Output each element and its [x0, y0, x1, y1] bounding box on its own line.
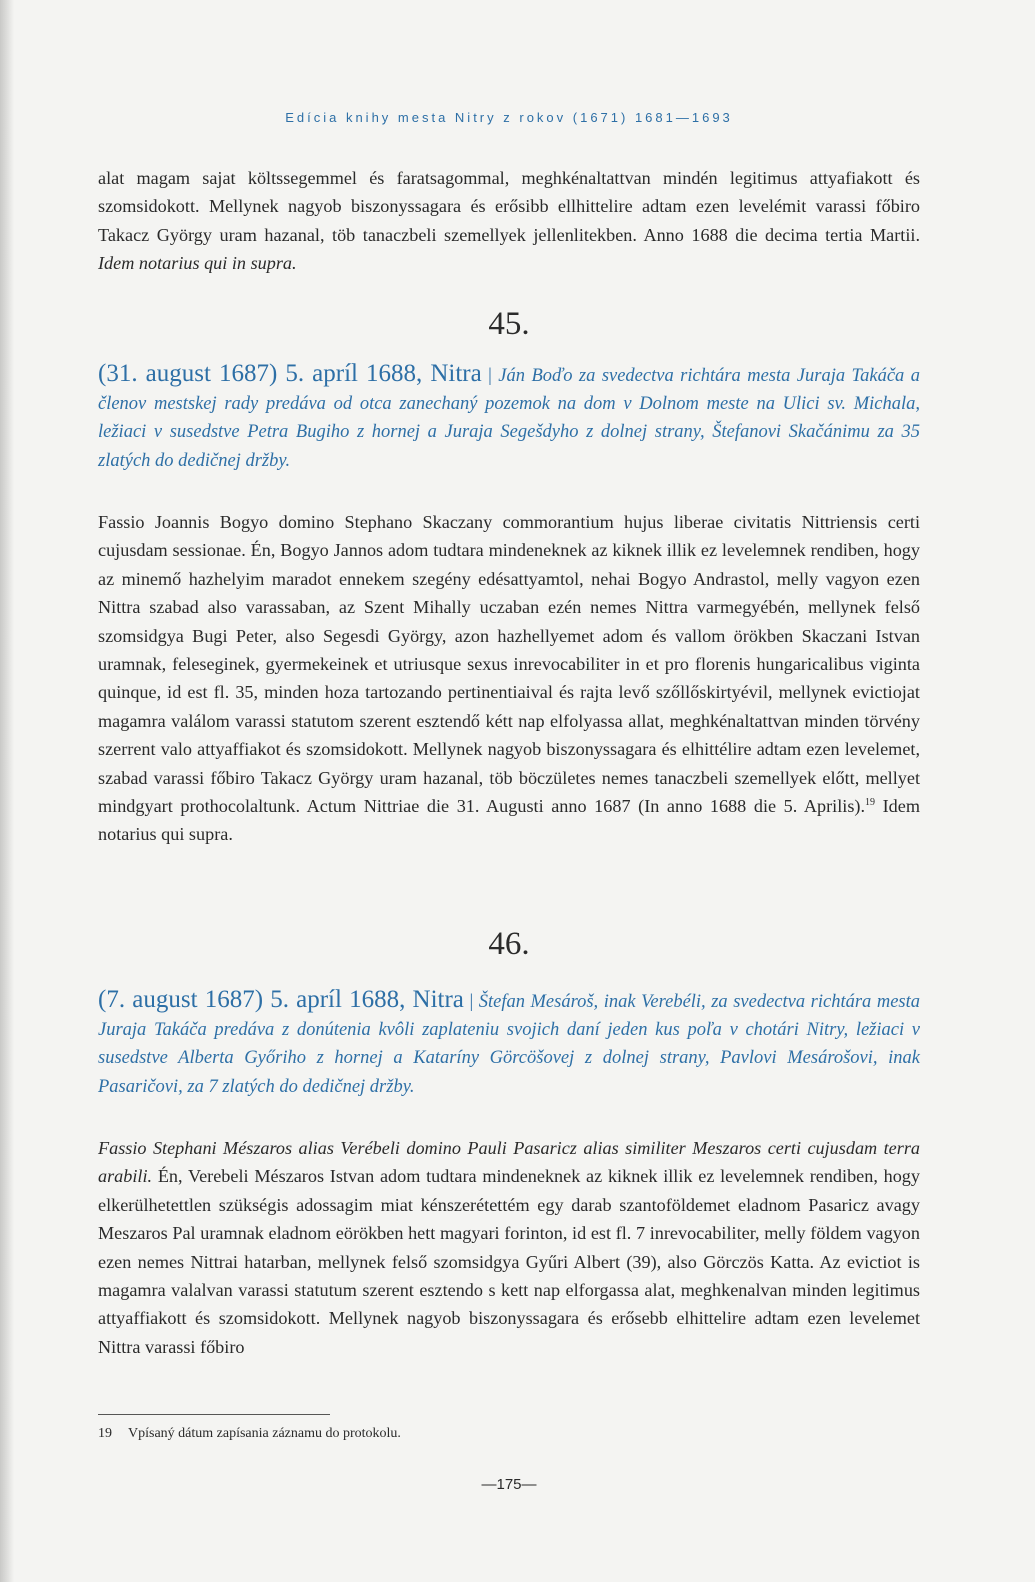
document-45-body-block: [98, 508, 920, 849]
regest-46-date: (7. august 1687) 5. apríl 1688, Nitra: [98, 986, 464, 1013]
page-number: —175—: [481, 1476, 537, 1493]
document-46-italic-heading: Fassio Stephani Mészaros alias Verébeli domino Pauli Pasaricz alias similiter Meszaros certi cujusdam terra arabili.: [98, 1138, 920, 1187]
footnote-number: 19: [98, 1426, 112, 1441]
document-number-46: 46.: [488, 926, 530, 962]
intro-text: alat magam sajat költssegemmel és faratsagommal, meghkénaltattvan mindén legitimus attyafiakott és szomsidokott. Mellynek nagyob biszonyssagara és erősibb ellhittelire adtam ezen levelémit varassi főbiro Takacz György uram hazanal, töb tanaczbeli szemellyek jellenlitekben. Anno 1688 die decima tertia Martii.: [98, 168, 920, 245]
regest-45: [98, 360, 920, 475]
regest-45-separator: |: [488, 366, 492, 386]
running-header: Edícia knihy mesta Nitry z rokov (1671) 1681—1693: [285, 110, 733, 125]
footnote-19: [98, 1426, 401, 1442]
regest-45-text: Ján Boďo za svedectva richtára mesta Juraja Takáča a členov mestskej rady predáva od otca zanechaný pozemok na dom v Dolnom meste na Ulici sv. Michala, ležiaci v susedstve Petra Bugiho z hornej a Juraja Segešdyho z dolnej strany, Štefanovi Skačánimu za 35 zlatých do dedičnej držby.: [98, 366, 920, 471]
footnote-ref-19[interactable]: 19: [865, 797, 876, 809]
regest-45-date: (31. august 1687) 5. apríl 1688, Nitra: [98, 360, 482, 387]
document-number-45: 45.: [488, 306, 530, 342]
regest-45-block: [98, 360, 920, 475]
book-spine-shadow: [0, 0, 14, 1582]
regest-46-text: Štefan Mesároš, inak Verebéli, za svedectva richtára mesta Juraja Takáča predáva z donútenia kvôli zaplateniu svojich daní jeden kus poľa v chotári Nitry, ležiaci v susedstve Alberta Győriho z hornej a Katarínу Görcöšovej z dolnej strany, Pavlovi Mesárošovi, inak Pasaričovi, za 7 zlatých do dedičnej držby.: [98, 992, 921, 1097]
document-46-text: Én, Verebeli Mészaros Istvan adom tudtara mindeneknek az kiknek illik ez levelemnek rendiben, hogy elkerülhetettlen szükségis adossagim miat kénszerétettém egy darab szantoföldemet eladnom Pasaricz avagy Meszaros Pal uramnak eladnom eörökben hett magyari forinton, id est fl. 7 inrevocabiliter, melly földem vagyon ezen nemes Nittrai hatarban, mellynek felső szomsidgya Gyűri Albert (39), also Görczös Katta. Az evictiot is magamra valalvan varassi statutum szerent esztendo s kett nap elforgassa alat, meghkenalvan minden legitimus attyaffiakott és szomsidokott. Mellynek nagyob biszonyssagara és erősebb elhittelire adtam ezen levelemet Nittra varassi főbiro: [98, 1166, 920, 1357]
regest-46: [98, 986, 920, 1101]
document-45-body: [98, 508, 920, 849]
footnote-separator: [98, 1414, 330, 1415]
intro-paragraph: [98, 164, 920, 278]
document-45-text: Fassio Joannis Bogyo domino Stephano Skaczany commorantium hujus liberae civitatis Nittriensis certi cujusdam sessionae. Én, Bogyo Jannos adom tudtara mindeneknek az kiknek illik ez levelemnek rendiben, hogy az minemő hazhelyim maradot ennekem szegény edésattyamtol, nehai Bogyo Andrastol, melly vagyon ezen Nittra szabad also varassaban, az Szent Mihally uczaban ezén nemes Nittra varmegyébén, mellynek felső szomsidgya Bugi Peter, also Segesdi György, azon hazhellyemet adom és vallom örökben Skaczani Istvan uramnak, feleseginek, gyermekeinek et utriusque sexus inrevocabiliter in et pro florenis hungaricalibus viginta quinque, id est fl. 35, minden hoza tartozando pertinentiaival és rajta levő szőllőskirtyévil, mellynek evictiojat magamra valálom varassi statutom szerent esztendő kétt nap elfolyassa allat, meghkénaltattvan minden törvény szerrent valo attyaffiakot és szomsidokott. Mellynek nagyob biszonyssagara és elhittélire adtam ezen levelemet, szabad varassi főbiro Takacz György uram hazanal, töb böczületes nemes tanaczbeli szemellyek előtt, mellyet mindgyart prothocolaltunk. Actum Nittriae die 31. Augusti anno 1687 (In anno 1688 die 5. Aprilis).: [98, 512, 920, 817]
regest-46-block: [98, 986, 920, 1101]
document-46-body-block: [98, 1134, 920, 1361]
book-page: [98, 0, 920, 1582]
footnote-text: Vpísaný dátum zapísania záznamu do protokolu.: [128, 1426, 401, 1441]
document-46-body: [98, 1134, 920, 1361]
intro-paragraph-block: [98, 164, 920, 278]
document-45-tail: Idem notarius qui supra.: [98, 796, 920, 845]
regest-46-separator: |: [469, 992, 474, 1012]
intro-italic-tail: Idem notarius qui in supra.: [98, 253, 297, 274]
